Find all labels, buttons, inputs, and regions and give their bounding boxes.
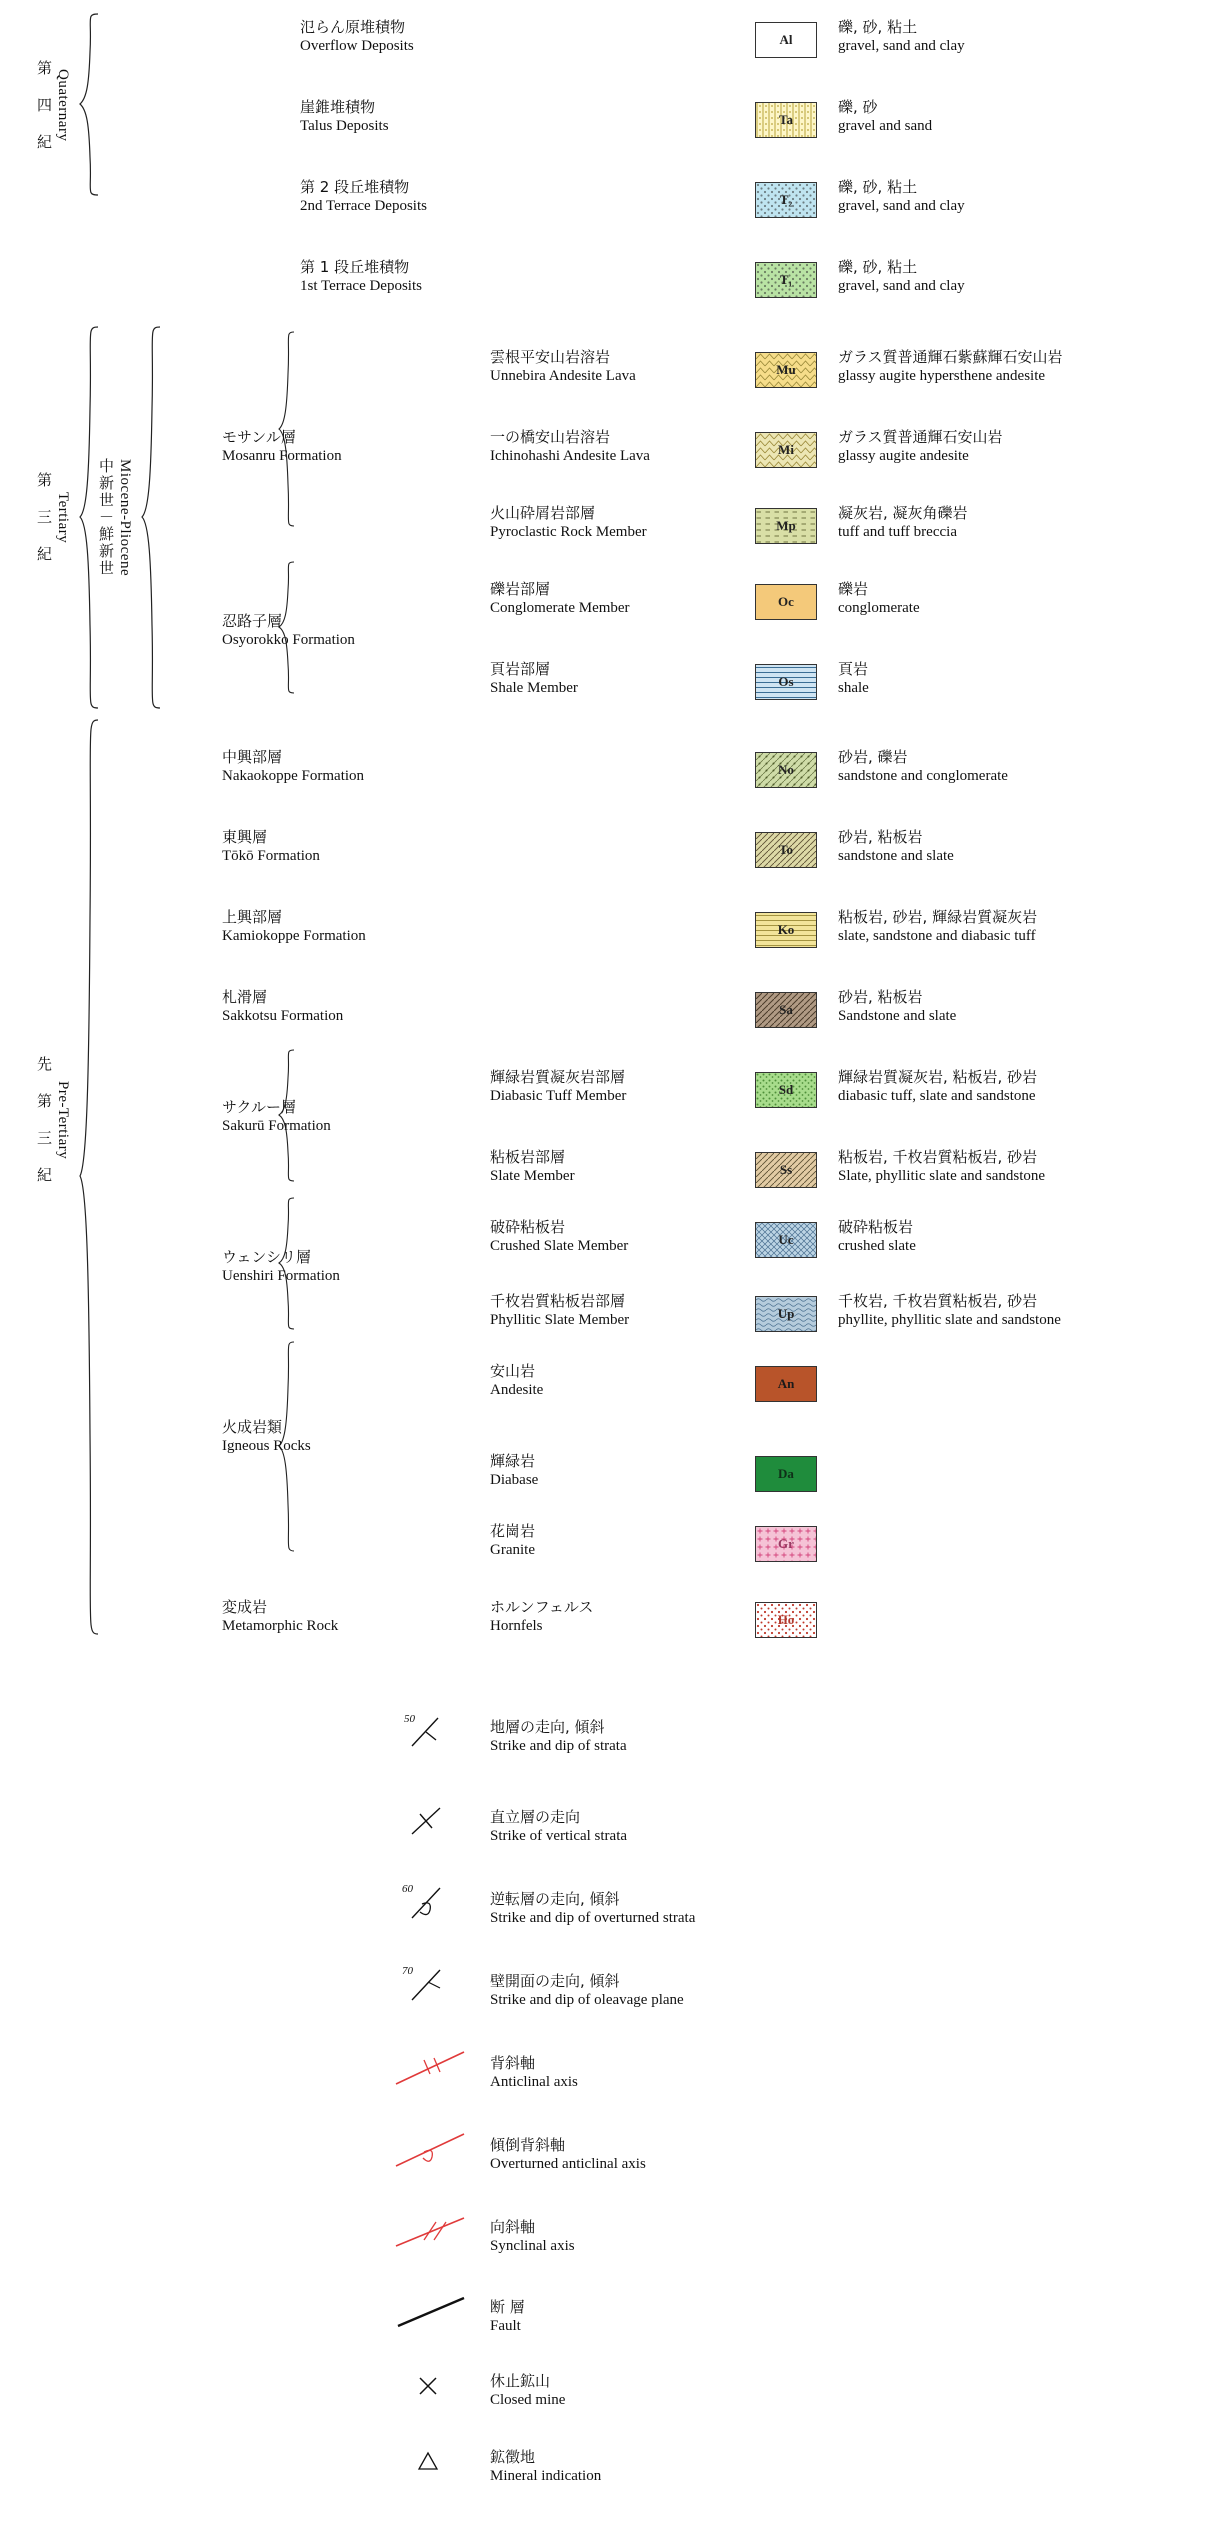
unit-name-14 (490, 1148, 575, 1186)
unit-name-en: Pyroclastic Rock Member (490, 524, 647, 540)
formation-name-jp: モサンル層 (222, 428, 296, 446)
overturned-strike-dip-icon (400, 1880, 460, 1924)
unit-desc-en: Sandstone and slate (838, 1008, 957, 1024)
legend-row (222, 1598, 338, 1636)
unit-swatch-Mu (755, 352, 817, 388)
unit-swatch-Up (755, 1296, 817, 1332)
unit-name-9 (222, 748, 364, 786)
legend-row (490, 1292, 629, 1330)
formation-name-jp: 変成岩 (222, 1598, 268, 1616)
unit-code: Al (779, 32, 793, 47)
unit-desc-0 (838, 18, 965, 56)
unit-swatch-Sa (755, 992, 817, 1028)
svg-text:70: 70 (402, 1965, 413, 1977)
symbol-jp: 傾倒背斜軸 (490, 2136, 566, 2154)
unit-desc-en: gravel, sand and clay (838, 38, 965, 54)
formation-igneous-rocks (222, 1418, 311, 1456)
formation-name-en: Osyorokko Formation (222, 632, 355, 648)
brace-miocene-pliocene (140, 325, 162, 710)
unit-name-jp: 輝緑岩質凝灰岩部層 (490, 1068, 626, 1086)
legend-row (490, 504, 647, 542)
unit-code: Ho (777, 1612, 795, 1627)
symbol-en: Fault (490, 2318, 521, 2334)
unit-code: Sa (779, 1002, 793, 1017)
unit-desc-16 (838, 1292, 1061, 1330)
symbol-label-5 (490, 2136, 646, 2174)
symbol-jp: 向斜軸 (490, 2218, 536, 2236)
unit-name-8 (490, 660, 578, 698)
unit-name-11 (222, 908, 366, 946)
symbol-label-0 (490, 1718, 627, 1756)
unit-desc-jp: 礫岩 (838, 580, 869, 598)
unit-swatch-No (755, 752, 817, 788)
legend-row (490, 580, 630, 618)
unit-desc-jp: ガラス質普通輝石紫蘇輝石安山岩 (838, 348, 1063, 366)
symbol-en: Mineral indication (490, 2468, 602, 2484)
unit-desc-en: gravel, sand and clay (838, 278, 965, 294)
unit-name-en: 1st Terrace Deposits (300, 278, 422, 294)
mineral-indication-icon (400, 2440, 460, 2484)
svg-text:60: 60 (402, 1883, 413, 1895)
unit-code: Up (777, 1306, 795, 1321)
unit-name-jp: 第 2 段丘堆積物 (300, 178, 410, 196)
unit-name-en: Hornfels (490, 1618, 543, 1634)
cleavage-strike-dip-icon (400, 1962, 460, 2006)
unit-swatch-T2 (755, 182, 817, 218)
symbol-jp: 休止鉱山 (490, 2372, 551, 2390)
unit-name-18 (490, 1452, 538, 1490)
unit-name-en: Andesite (490, 1382, 544, 1398)
unit-desc-jp: 千枚岩, 千枚岩質粘板岩, 砂岩 (838, 1292, 1038, 1310)
unit-name-jp: 千枚岩質粘板岩部層 (490, 1292, 626, 1310)
unit-desc-jp: 破砕粘板岩 (838, 1218, 914, 1236)
unit-desc-jp: 頁岩 (838, 660, 869, 678)
era-miocene-pliocene-en: Miocene-Pliocene (117, 458, 133, 577)
symbol-label-3 (490, 1972, 684, 2010)
legend-row (222, 748, 364, 786)
formation-name-en: Sakurū Formation (222, 1118, 331, 1134)
unit-name-en: Unnebira Andesite Lava (490, 368, 636, 384)
legend-row (300, 258, 422, 296)
unit-name-jp: 雲根平安山岩溶岩 (490, 348, 611, 366)
legend-row (490, 1522, 535, 1560)
unit-code: Mi (778, 442, 794, 457)
era-pre-tertiary-jp: 先 第 三 紀 (35, 1056, 53, 1184)
unit-desc-3 (838, 258, 965, 296)
unit-name-jp: 破砕粘板岩 (490, 1218, 566, 1236)
formation-name-en: Nakaokoppe Formation (222, 768, 365, 784)
unit-name-en: Ichinohashi Andesite Lava (490, 448, 650, 464)
unit-code: Ss (779, 1162, 793, 1177)
unit-name-1 (300, 98, 389, 136)
unit-swatch-Oc (755, 584, 817, 620)
fault-line-icon (390, 2290, 450, 2334)
unit-swatch-Mp (755, 508, 817, 544)
unit-swatch-Uc (755, 1222, 817, 1258)
closed-mine-icon (400, 2364, 460, 2408)
unit-name-6 (490, 504, 647, 542)
unit-desc-jp: 粘板岩, 砂岩, 輝緑岩質凝灰岩 (838, 908, 1038, 926)
unit-desc-7 (838, 580, 920, 618)
unit-desc-en: conglomerate (838, 600, 920, 616)
unit-name-jp: 礫岩部層 (490, 580, 551, 598)
unit-desc-en: gravel and sand (838, 118, 933, 134)
era-quaternary-en: Quaternary (55, 68, 71, 142)
unit-name-17 (490, 1362, 543, 1400)
legend-row (490, 1218, 628, 1256)
unit-desc-jp: ガラス質普通輝石安山岩 (838, 428, 1003, 446)
symbol-label-7 (490, 2298, 525, 2336)
unit-code: Sd (778, 1082, 794, 1097)
formation-name-jp: 中興部層 (222, 748, 283, 766)
unit-name-19 (490, 1522, 535, 1560)
unit-swatch-Mi (755, 432, 817, 468)
unit-swatch-An (755, 1366, 817, 1402)
era-tertiary (30, 430, 76, 605)
unit-desc-jp: 砂岩, 粘板岩 (838, 988, 923, 1006)
symbol-jp: 鉱徴地 (490, 2448, 536, 2466)
symbol-en: Strike and dip of overturned strata (490, 1910, 696, 1926)
unit-name-jp: 一の橋安山岩溶岩 (490, 428, 611, 446)
symbol-label-9 (490, 2448, 601, 2486)
strike-dip-icon (400, 1710, 460, 1754)
unit-code: An (777, 1376, 795, 1391)
legend-row (300, 178, 427, 216)
unit-desc-10 (838, 828, 954, 866)
unit-code: Os (778, 674, 794, 689)
era-miocene-pliocene-jp: 中新世－鮮新世 (97, 458, 115, 577)
unit-name-4 (490, 348, 636, 386)
unit-desc-en: diabasic tuff, slate and sandstone (838, 1088, 1036, 1104)
unit-desc-14 (838, 1148, 1045, 1186)
unit-desc-en: glassy augite hypersthene andesite (838, 368, 1046, 384)
unit-desc-13 (838, 1068, 1037, 1106)
formation-name-jp: 忍路子層 (222, 612, 283, 630)
unit-name-jp: 氾らん原堆積物 (300, 18, 406, 36)
unit-code: Oc (778, 594, 794, 609)
brace-pre-tertiary (78, 718, 100, 1638)
unit-name-7 (490, 580, 630, 618)
unit-name-13 (490, 1068, 626, 1106)
unit-code: T₁ (779, 272, 793, 287)
unit-code: Gr (778, 1536, 794, 1551)
unit-name-en: Diabasic Tuff Member (490, 1088, 627, 1104)
unit-name-jp: 第 1 段丘堆積物 (300, 258, 410, 276)
vertical-strike-icon (400, 1800, 460, 1844)
unit-code: Uc (778, 1232, 794, 1247)
formation-sakuru (222, 1098, 331, 1136)
unit-desc-jp: 砂岩, 粘板岩 (838, 828, 923, 846)
legend-row (222, 828, 320, 866)
unit-desc-4 (838, 348, 1063, 386)
symbol-jp: 地層の走向, 傾斜 (490, 1718, 605, 1736)
symbol-en: Strike and dip of oleavage plane (490, 1992, 684, 2008)
unit-name-0 (300, 18, 414, 56)
unit-desc-jp: 輝緑岩質凝灰岩, 粘板岩, 砂岩 (838, 1068, 1038, 1086)
unit-desc-jp: 粘板岩, 千枚岩質粘板岩, 砂岩 (838, 1148, 1038, 1166)
svg-text:50: 50 (404, 1713, 415, 1725)
symbol-label-6 (490, 2218, 575, 2256)
formation-name-en: Uenshiri Formation (222, 1268, 340, 1284)
unit-code: T₂ (779, 192, 793, 207)
legend-row (222, 908, 366, 946)
symbol-jp: 直立層の走向 (490, 1808, 581, 1826)
formation-name-jp: 上興部層 (222, 908, 283, 926)
brace-quaternary (78, 12, 100, 197)
unit-swatch-Al (755, 22, 817, 58)
era-tertiary-jp: 第 三 紀 (35, 472, 53, 563)
unit-desc-15 (838, 1218, 916, 1256)
unit-name-20-formation (222, 1598, 338, 1636)
unit-name-2 (300, 178, 427, 216)
unit-desc-jp: 礫, 砂, 粘土 (838, 258, 918, 276)
unit-desc-en: tuff and tuff breccia (838, 524, 957, 540)
unit-name-en: Granite (490, 1542, 535, 1558)
legend-row (490, 1598, 593, 1636)
legend-row (490, 1452, 538, 1490)
legend-row (300, 98, 389, 136)
unit-desc-jp: 礫, 砂, 粘土 (838, 178, 918, 196)
unit-desc-1 (838, 98, 932, 136)
unit-code: Mu (776, 362, 796, 377)
unit-desc-en: sandstone and slate (838, 848, 954, 864)
legend-row (222, 988, 343, 1026)
unit-desc-en: crushed slate (838, 1238, 916, 1254)
unit-name-3 (300, 258, 422, 296)
unit-code: To (779, 842, 793, 857)
era-miocene-pliocene (92, 395, 138, 640)
unit-name-en: 2nd Terrace Deposits (300, 198, 427, 214)
formation-name-en: Metamorphic Rock (222, 1618, 339, 1634)
symbol-jp: 背斜軸 (490, 2054, 536, 2072)
unit-swatch-Sd (755, 1072, 817, 1108)
unit-name-en: Talus Deposits (300, 118, 389, 134)
unit-desc-jp: 砂岩, 礫岩 (838, 748, 908, 766)
legend-row (490, 660, 578, 698)
unit-swatch-Da (755, 1456, 817, 1492)
unit-code: Da (778, 1466, 794, 1481)
formation-name-en: Sakkotsu Formation (222, 1008, 344, 1024)
era-quaternary (30, 30, 76, 180)
unit-name-jp: 崖錐堆積物 (300, 98, 376, 116)
unit-desc-11 (838, 908, 1037, 946)
formation-name-en: Kamiokoppe Formation (222, 928, 366, 944)
unit-name-jp: 火山砕屑岩部層 (490, 504, 596, 522)
unit-name-en: Phyllitic Slate Member (490, 1312, 630, 1328)
era-pre-tertiary (30, 1020, 76, 1220)
unit-desc-jp: 凝灰岩, 凝灰角礫岩 (838, 504, 968, 522)
formation-uenshiri (222, 1248, 340, 1286)
legend-row (490, 1362, 543, 1400)
formation-name-jp: 火成岩類 (222, 1418, 283, 1436)
unit-name-jp: 花崗岩 (490, 1522, 536, 1540)
symbol-label-1 (490, 1808, 627, 1846)
unit-code: No (778, 762, 794, 777)
symbol-jp: 逆転層の走向, 傾斜 (490, 1890, 620, 1908)
unit-swatch-Ho (755, 1602, 817, 1638)
unit-name-12 (222, 988, 343, 1026)
unit-desc-en: Slate, phyllitic slate and sandstone (838, 1168, 1046, 1184)
unit-name-en: Conglomerate Member (490, 600, 630, 616)
unit-name-en: Shale Member (490, 680, 578, 696)
unit-name-jp: 頁岩部層 (490, 660, 551, 678)
unit-swatch-To (755, 832, 817, 868)
symbol-label-2 (490, 1890, 695, 1928)
unit-desc-jp: 礫, 砂, 粘土 (838, 18, 918, 36)
unit-name-20 (490, 1598, 593, 1636)
unit-desc-jp: 礫, 砂 (838, 98, 878, 116)
unit-code: Ko (777, 922, 795, 937)
legend-row (490, 1148, 575, 1186)
unit-name-10 (222, 828, 320, 866)
era-tertiary-en: Tertiary (55, 491, 71, 544)
legend-row (490, 428, 650, 466)
unit-name-en: Diabase (490, 1472, 539, 1488)
unit-swatch-Gr (755, 1526, 817, 1562)
unit-desc-en: phyllite, phyllitic slate and sandstone (838, 1312, 1061, 1328)
unit-swatch-Ss (755, 1152, 817, 1188)
symbol-en: Anticlinal axis (490, 2074, 578, 2090)
formation-name-en: Tōkō Formation (222, 848, 320, 864)
unit-desc-en: sandstone and conglomerate (838, 768, 1008, 784)
unit-swatch-Os (755, 664, 817, 700)
anticline-icon (390, 2046, 450, 2090)
unit-name-jp: 輝緑岩 (490, 1452, 536, 1470)
symbol-en: Synclinal axis (490, 2238, 575, 2254)
unit-desc-en: glassy augite andesite (838, 448, 969, 464)
formation-mosanru (222, 428, 342, 466)
symbol-jp: 壁開面の走向, 傾斜 (490, 1972, 620, 1990)
unit-swatch-Ko (755, 912, 817, 948)
unit-name-en: Crushed Slate Member (490, 1238, 629, 1254)
formation-osyorokko (222, 612, 355, 650)
unit-desc-en: slate, sandstone and diabasic tuff (838, 928, 1036, 944)
symbol-en: Overturned anticlinal axis (490, 2156, 646, 2172)
unit-desc-6 (838, 504, 968, 542)
formation-name-jp: ウェンシリ層 (222, 1248, 312, 1266)
unit-desc-5 (838, 428, 1003, 466)
era-quaternary-jp: 第 四 紀 (35, 59, 53, 151)
unit-desc-en: gravel, sand and clay (838, 198, 965, 214)
unit-name-jp: ホルンフェルス (490, 1598, 594, 1616)
formation-name-jp: サクルー層 (222, 1098, 296, 1116)
unit-desc-9 (838, 748, 1008, 786)
unit-name-jp: 粘板岩部層 (490, 1148, 566, 1166)
overturned-anticline-icon (390, 2128, 450, 2172)
unit-code: Ta (779, 112, 793, 127)
unit-name-16 (490, 1292, 629, 1330)
symbol-jp: 断 層 (490, 2298, 525, 2316)
unit-desc-2 (838, 178, 965, 216)
unit-name-en: Slate Member (490, 1168, 575, 1184)
formation-name-jp: 札滑層 (222, 988, 268, 1006)
symbol-en: Strike of vertical strata (490, 1828, 628, 1844)
unit-name-en: Overflow Deposits (300, 38, 414, 54)
unit-desc-en: shale (838, 680, 869, 696)
unit-code: Mp (776, 518, 796, 533)
syncline-icon (390, 2210, 450, 2254)
legend-row (490, 1068, 626, 1106)
formation-name-jp: 東興層 (222, 828, 268, 846)
legend-row (490, 348, 636, 386)
formation-name-en: Igneous Rocks (222, 1438, 311, 1454)
symbol-label-8 (490, 2372, 565, 2410)
unit-name-5 (490, 428, 650, 466)
symbol-label-4 (490, 2054, 578, 2092)
unit-desc-12 (838, 988, 956, 1026)
unit-swatch-Ta (755, 102, 817, 138)
era-pre-tertiary-en: Pre-Tertiary (55, 1080, 71, 1160)
formation-name-en: Mosanru Formation (222, 448, 342, 464)
symbol-en: Closed mine (490, 2392, 566, 2408)
unit-desc-8 (838, 660, 869, 698)
unit-swatch-T1 (755, 262, 817, 298)
legend-row (300, 18, 414, 56)
unit-name-15 (490, 1218, 628, 1256)
unit-name-jp: 安山岩 (490, 1362, 536, 1380)
symbol-en: Strike and dip of strata (490, 1738, 627, 1754)
